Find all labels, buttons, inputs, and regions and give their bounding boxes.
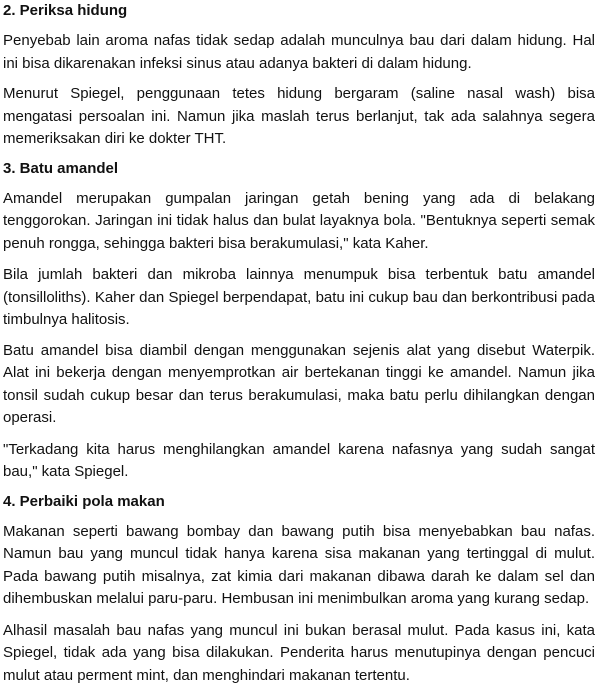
- section-heading: 4. Perbaiki pola makan: [3, 492, 165, 510]
- paragraph: "Terkadang kita harus menghilangkan amandel karena nafasnya yang sudah sangat bau," kata Spiegel.: [3, 440, 595, 480]
- paragraph: Batu amandel bisa diambil dengan menggunakan sejenis alat yang disebut Waterpik. Alat ini bekerja dengan menyemprotkan air bertekanan tinggi ke amandel. Namun jika tonsil sudah cukup besar dan terus berakumulasi, maka batu perlu dihilangkan dengan operasi.: [3, 341, 595, 426]
- section-heading: 2. Periksa hidung: [3, 2, 128, 19]
- paragraph: Alhasil masalah bau nafas yang muncul ini bukan berasal mulut. Pada kasus ini, kata Spiegel, tidak ada yang bisa dilakukan. Penderita harus menutupinya dengan pencuci mulut atau perment mint, dan menghindari makanan tertentu.: [3, 621, 595, 684]
- paragraph: Bila jumlah bakteri dan mikroba lainnya menumpuk bisa terbentuk batu amandel (tonsilloliths). Kaher dan Spiegel berpendapat, batu ini cukup bau dan berkontribusi pada timbulnya halitosis.: [3, 266, 595, 328]
- section-heading: 3. Batu amandel: [3, 159, 119, 177]
- section-batu-amandel: [3, 158, 595, 484]
- paragraph: Menurut Spiegel, penggunaan tetes hidung bergaram (saline nasal wash) bisa mengatasi persoalan ini. Namun jika maslah terus berlanjut, tak ada salahnya segera memeriksakan diri ke dokter THT.: [3, 85, 595, 147]
- paragraph: Makanan seperti bawang bombay dan bawang putih bisa menyebabkan bau nafas. Namun bau yang muncul tidak hanya karena sisa makanan yang tertinggal di mulut. Pada bawang putih misalnya, zat kimia dari makanan dibawa darah ke dalam sel dan dihembuskan melalui paru-paru. Hembusan ini menimbulkan aroma yang kurang sedap.: [3, 522, 595, 607]
- article: [3, 0, 595, 687]
- section-periksa-hidung: [3, 0, 595, 151]
- section-perbaiki-pola-makan: [3, 491, 595, 688]
- paragraph: Amandel merupakan gumpalan jaringan getah bening yang ada di belakang tenggorokan. Jaringan ini tidak halus dan bulat layaknya bola. "Bentuknya seperti semak penuh rongga, sehingga bakteri bisa berakumulasi," kata Kaher.: [3, 189, 595, 252]
- paragraph: Penyebab lain aroma nafas tidak sedap adalah munculnya bau dari dalam hidung. Hal ini bisa dikarenakan infeksi sinus atau adanya bakteri di dalam hidung.: [3, 32, 595, 72]
